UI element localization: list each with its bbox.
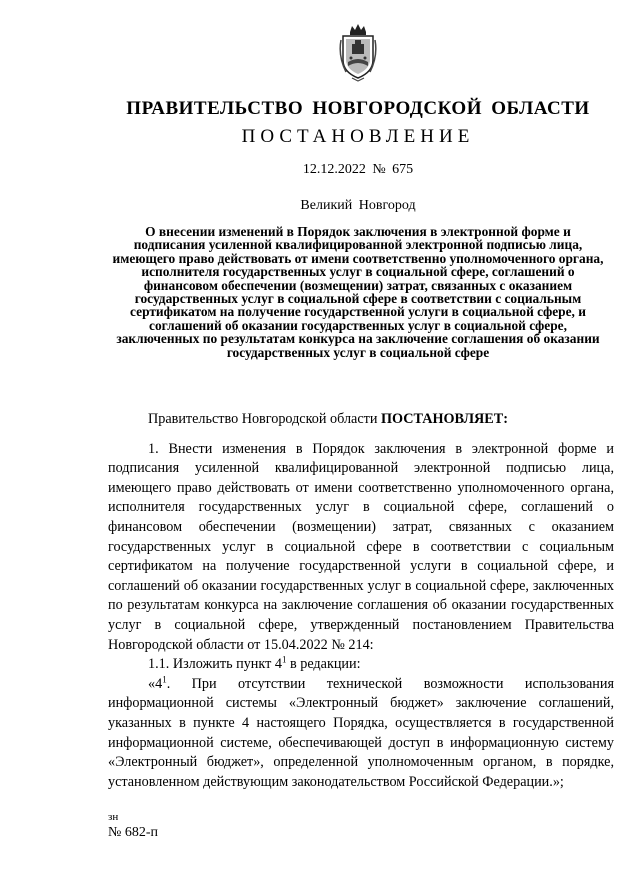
document-title: О внесении изменений в Порядок заключения в электронной форме и подписания усиленной квалифицированной электронной подписью лица, имеющего право действовать от имени соответственно уполномоченного органа, исполнителя государственных услуг в социальной сфере, соглашений о финансовом обеспечении (возмещении) затрат, связанных с оказанием государственных услуг в социальной сфере в соответствии с социальным сертификатом на получение государственной услуги в социальной сфере, и соглашений об оказании государственных услуг в социальной сфере, заключенных по результатам конкурса на заключение соглашения об оказании государственных услуг в социальной сфере: [112, 224, 604, 360]
quote-text-b: . При отсутствии технической возможности использования информационной системы «Электронный бюджет» заключение соглашений, указанных в пункте 4 настоящего Порядка, осуществляется в государственной информационной системе, обеспечивающей доступ в информационную систему «Электронный бюджет», определенной уполномоченным органом, в порядке, установленном действующим законодательством Российской Федерации.»;: [108, 675, 614, 790]
date-number-line: [0, 162, 640, 178]
paragraph-1: 1. Внести изменения в Порядок заключения в электронной форме и подписания усиленной квалифицированной электронной подписью лица, имеющего право действовать от имени соответственно уполномоченного органа, исполнителя государственных услуг в социальной сфере, соглашений о финансовом обеспечении (возмещении) затрат, связанных с оказанием государственных услуг в социальной сфере в соответствии с социальным сертификатом на получение государственной услуги в социальной сфере, и соглашений об оказании государственных услуг в социальной сфере, заключенных по результатам конкурса на заключение соглашения об оказании государственных услуг в социальной сфере, утвержденный постановлением Правительства Новгородской области от 15.04.2022 № 214:: [108, 440, 614, 653]
document-date: 12.12.2022: [302, 162, 366, 177]
organization-name: ПРАВИТЕЛЬСТВО НОВГОРОДСКОЙ ОБЛАСТИ: [126, 98, 590, 119]
p11-sup: 1: [281, 654, 287, 665]
paragraph-1-1: [108, 655, 614, 675]
internal-number: № 682-п: [108, 825, 159, 840]
document-body: [108, 410, 614, 792]
quote-text-a: «4: [148, 675, 163, 692]
p11-text-b: в редакции:: [286, 656, 361, 673]
document-number: 675: [392, 162, 414, 177]
coat-of-arms-icon: [338, 22, 378, 82]
city-name: Великий Новгород: [300, 198, 416, 213]
quote-sup: 1: [162, 673, 167, 684]
intro-bold: ПОСТАНОВЛЯЕТ:: [380, 411, 508, 427]
intro-paragraph: [108, 410, 614, 430]
number-sign: №: [372, 162, 386, 177]
p11-text-a: 1.1. Изложить пункт 4: [148, 656, 282, 673]
document-type: ПОСТАНОВЛЕНИЕ: [241, 126, 475, 147]
intro-text: Правительство Новгородской области: [148, 411, 381, 427]
executor-initials: зн: [108, 811, 119, 823]
footer-block: [108, 810, 158, 840]
quoted-paragraph: [108, 675, 614, 793]
